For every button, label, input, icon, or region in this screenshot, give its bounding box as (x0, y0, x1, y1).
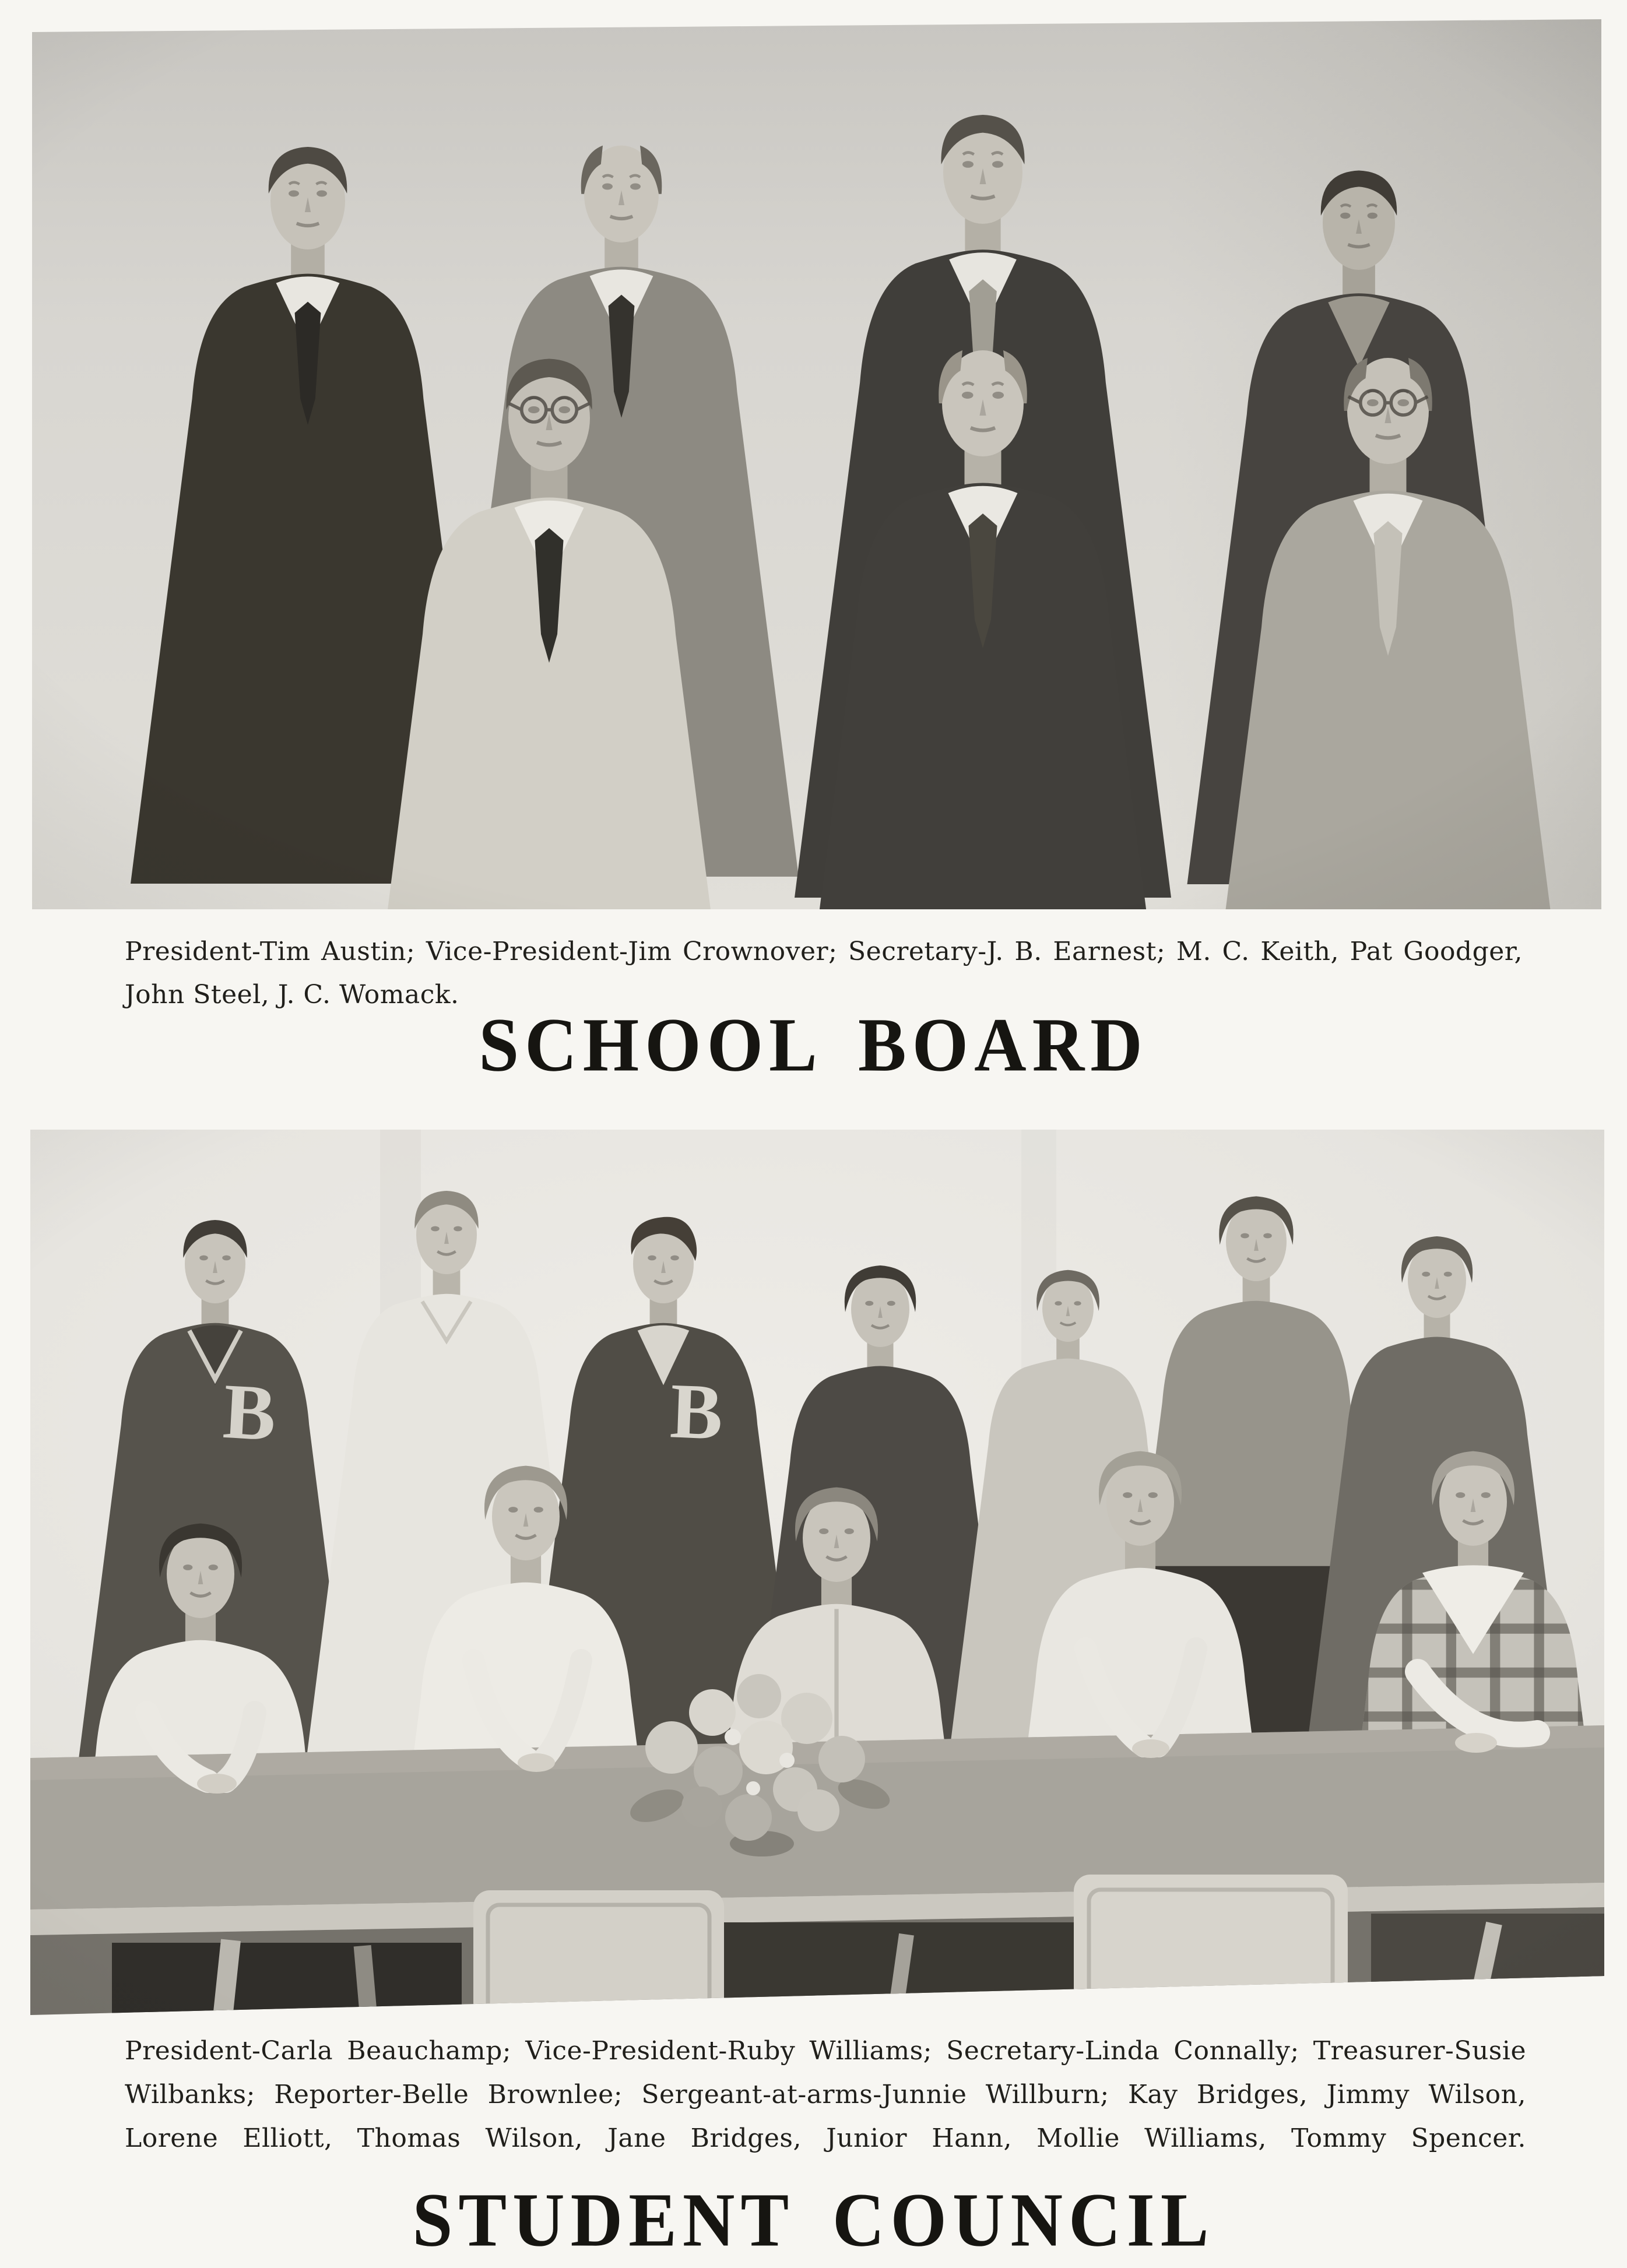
school-board-heading: SCHOOL BOARD (479, 1002, 1148, 1088)
caption-line: President-Carla Beauchamp; Vice-President-Ruby Williams; Secretary-Linda Connally; Treasurer-Susie (125, 2036, 1526, 2066)
student-council-caption (125, 2029, 1526, 2160)
student-council-heading: STUDENT COUNCIL (412, 2177, 1215, 2263)
student-council-photo (30, 1130, 1604, 2017)
caption-line: Wilbanks; Reporter-Belle Brownlee; Sergeant-at-arms-Junnie Willburn; Kay Bridges, Jimmy Wilson, (125, 2080, 1526, 2109)
caption-line: President-Tim Austin; Vice-President-Jim Crownover; Secretary-J. B. Earnest; M. C. Keith, Pat Goodger, (125, 937, 1523, 966)
school-board-photo-svg (32, 19, 1601, 909)
school-board-photo (32, 19, 1601, 909)
caption-line: John Steel, J. C. Womack. (125, 980, 459, 1010)
caption-line: Lorene Elliott, Thomas Wilson, Jane Bridges, Junior Hann, Mollie Williams, Tommy Spencer. (125, 2123, 1526, 2153)
student-council-photo-svg (30, 1130, 1604, 2017)
